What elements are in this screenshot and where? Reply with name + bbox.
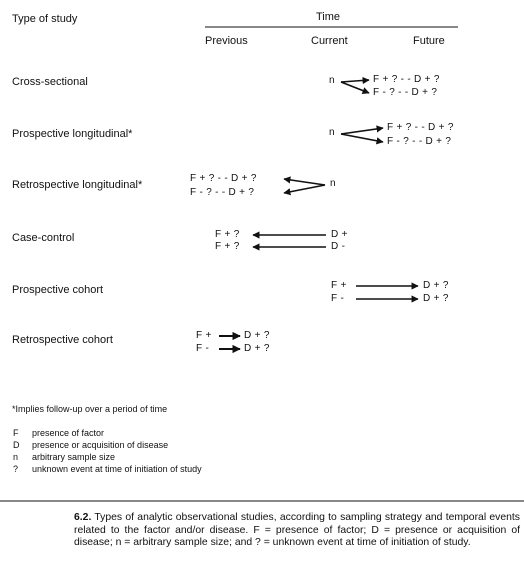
cross-sectional-sample: n	[329, 75, 335, 86]
row-label-retrospective-longitudinal: Retrospective longitudinal*	[12, 179, 143, 191]
figure-caption	[74, 512, 520, 550]
case-control-arrows	[253, 235, 326, 247]
retrospective-cohort-disease-1: D + ?	[244, 330, 270, 341]
column-header-time: Time	[316, 11, 341, 23]
case-control-factor-1: F + ?	[215, 229, 240, 240]
prospective-cohort-factor-1: F +	[331, 280, 347, 291]
column-header-future: Future	[413, 35, 445, 47]
retrospective-cohort-factor-1: F +	[196, 330, 212, 341]
figure-caption-text: Types of analytic observational studies, according to sampling strategy and temporal events related to the factor and/or disease. F = presence of factor; D = presence or acquisition of disease; n = arbitrary sample size; and ? = unknown event at time of initiation of study.	[74, 512, 520, 548]
row-label-case-control: Case-control	[12, 232, 75, 244]
prospective-cohort-factor-2: F -	[331, 293, 345, 304]
retrospective-longitudinal-history-2: F - ? - - D + ?	[190, 187, 255, 198]
legend-symbol-n: n	[13, 452, 19, 462]
legend-text-d: presence or acquisition of disease	[32, 440, 169, 450]
legend-text-n: arbitrary sample size	[32, 452, 116, 462]
row-label-prospective-cohort: Prospective cohort	[12, 284, 104, 296]
prospective-cohort-arrows	[356, 286, 418, 299]
retrospective-cohort-arrows	[219, 336, 240, 349]
cross-sectional-outcome-1: F + ? - - D + ?	[373, 74, 440, 85]
figure-number: 6.2.	[74, 512, 92, 523]
row-label-prospective-longitudinal: Prospective longitudinal*	[12, 128, 133, 140]
prospective-longitudinal-sample: n	[329, 127, 335, 138]
prospective-cohort-disease-1: D + ?	[423, 280, 449, 291]
column-header-type-of-study: Type of study	[12, 13, 78, 25]
retrospective-longitudinal-sample: n	[330, 178, 336, 189]
prospective-cohort-disease-2: D + ?	[423, 293, 449, 304]
retrospective-longitudinal-arrows	[284, 179, 325, 193]
retrospective-cohort-factor-2: F -	[196, 343, 210, 354]
column-header-current: Current	[311, 35, 348, 47]
prospective-longitudinal-arrows	[341, 128, 383, 142]
retrospective-longitudinal-history-1: F + ? - - D + ?	[190, 173, 257, 184]
prospective-longitudinal-outcome-1: F + ? - - D + ?	[387, 122, 454, 133]
legend-symbol-d: D	[13, 440, 20, 450]
legend-text-f: presence of factor	[32, 428, 105, 438]
row-label-cross-sectional: Cross-sectional	[12, 76, 88, 88]
footnote: *Implies follow-up over a period of time	[12, 404, 168, 414]
cross-sectional-outcome-2: F - ? - - D + ?	[373, 87, 438, 98]
case-control-disease-1: D +	[331, 229, 348, 240]
row-label-retrospective-cohort: Retrospective cohort	[12, 334, 113, 346]
legend-symbol-f: F	[13, 428, 19, 438]
cross-sectional-arrows	[341, 80, 369, 93]
legend-symbol-unknown: ?	[13, 464, 19, 474]
retrospective-cohort-disease-2: D + ?	[244, 343, 270, 354]
legend-text-unknown: unknown event at time of initiation of study	[32, 464, 202, 474]
column-header-previous: Previous	[205, 35, 248, 47]
case-control-disease-2: D -	[331, 241, 346, 252]
case-control-factor-2: F + ?	[215, 241, 240, 252]
prospective-longitudinal-outcome-2: F - ? - - D + ?	[387, 136, 452, 147]
